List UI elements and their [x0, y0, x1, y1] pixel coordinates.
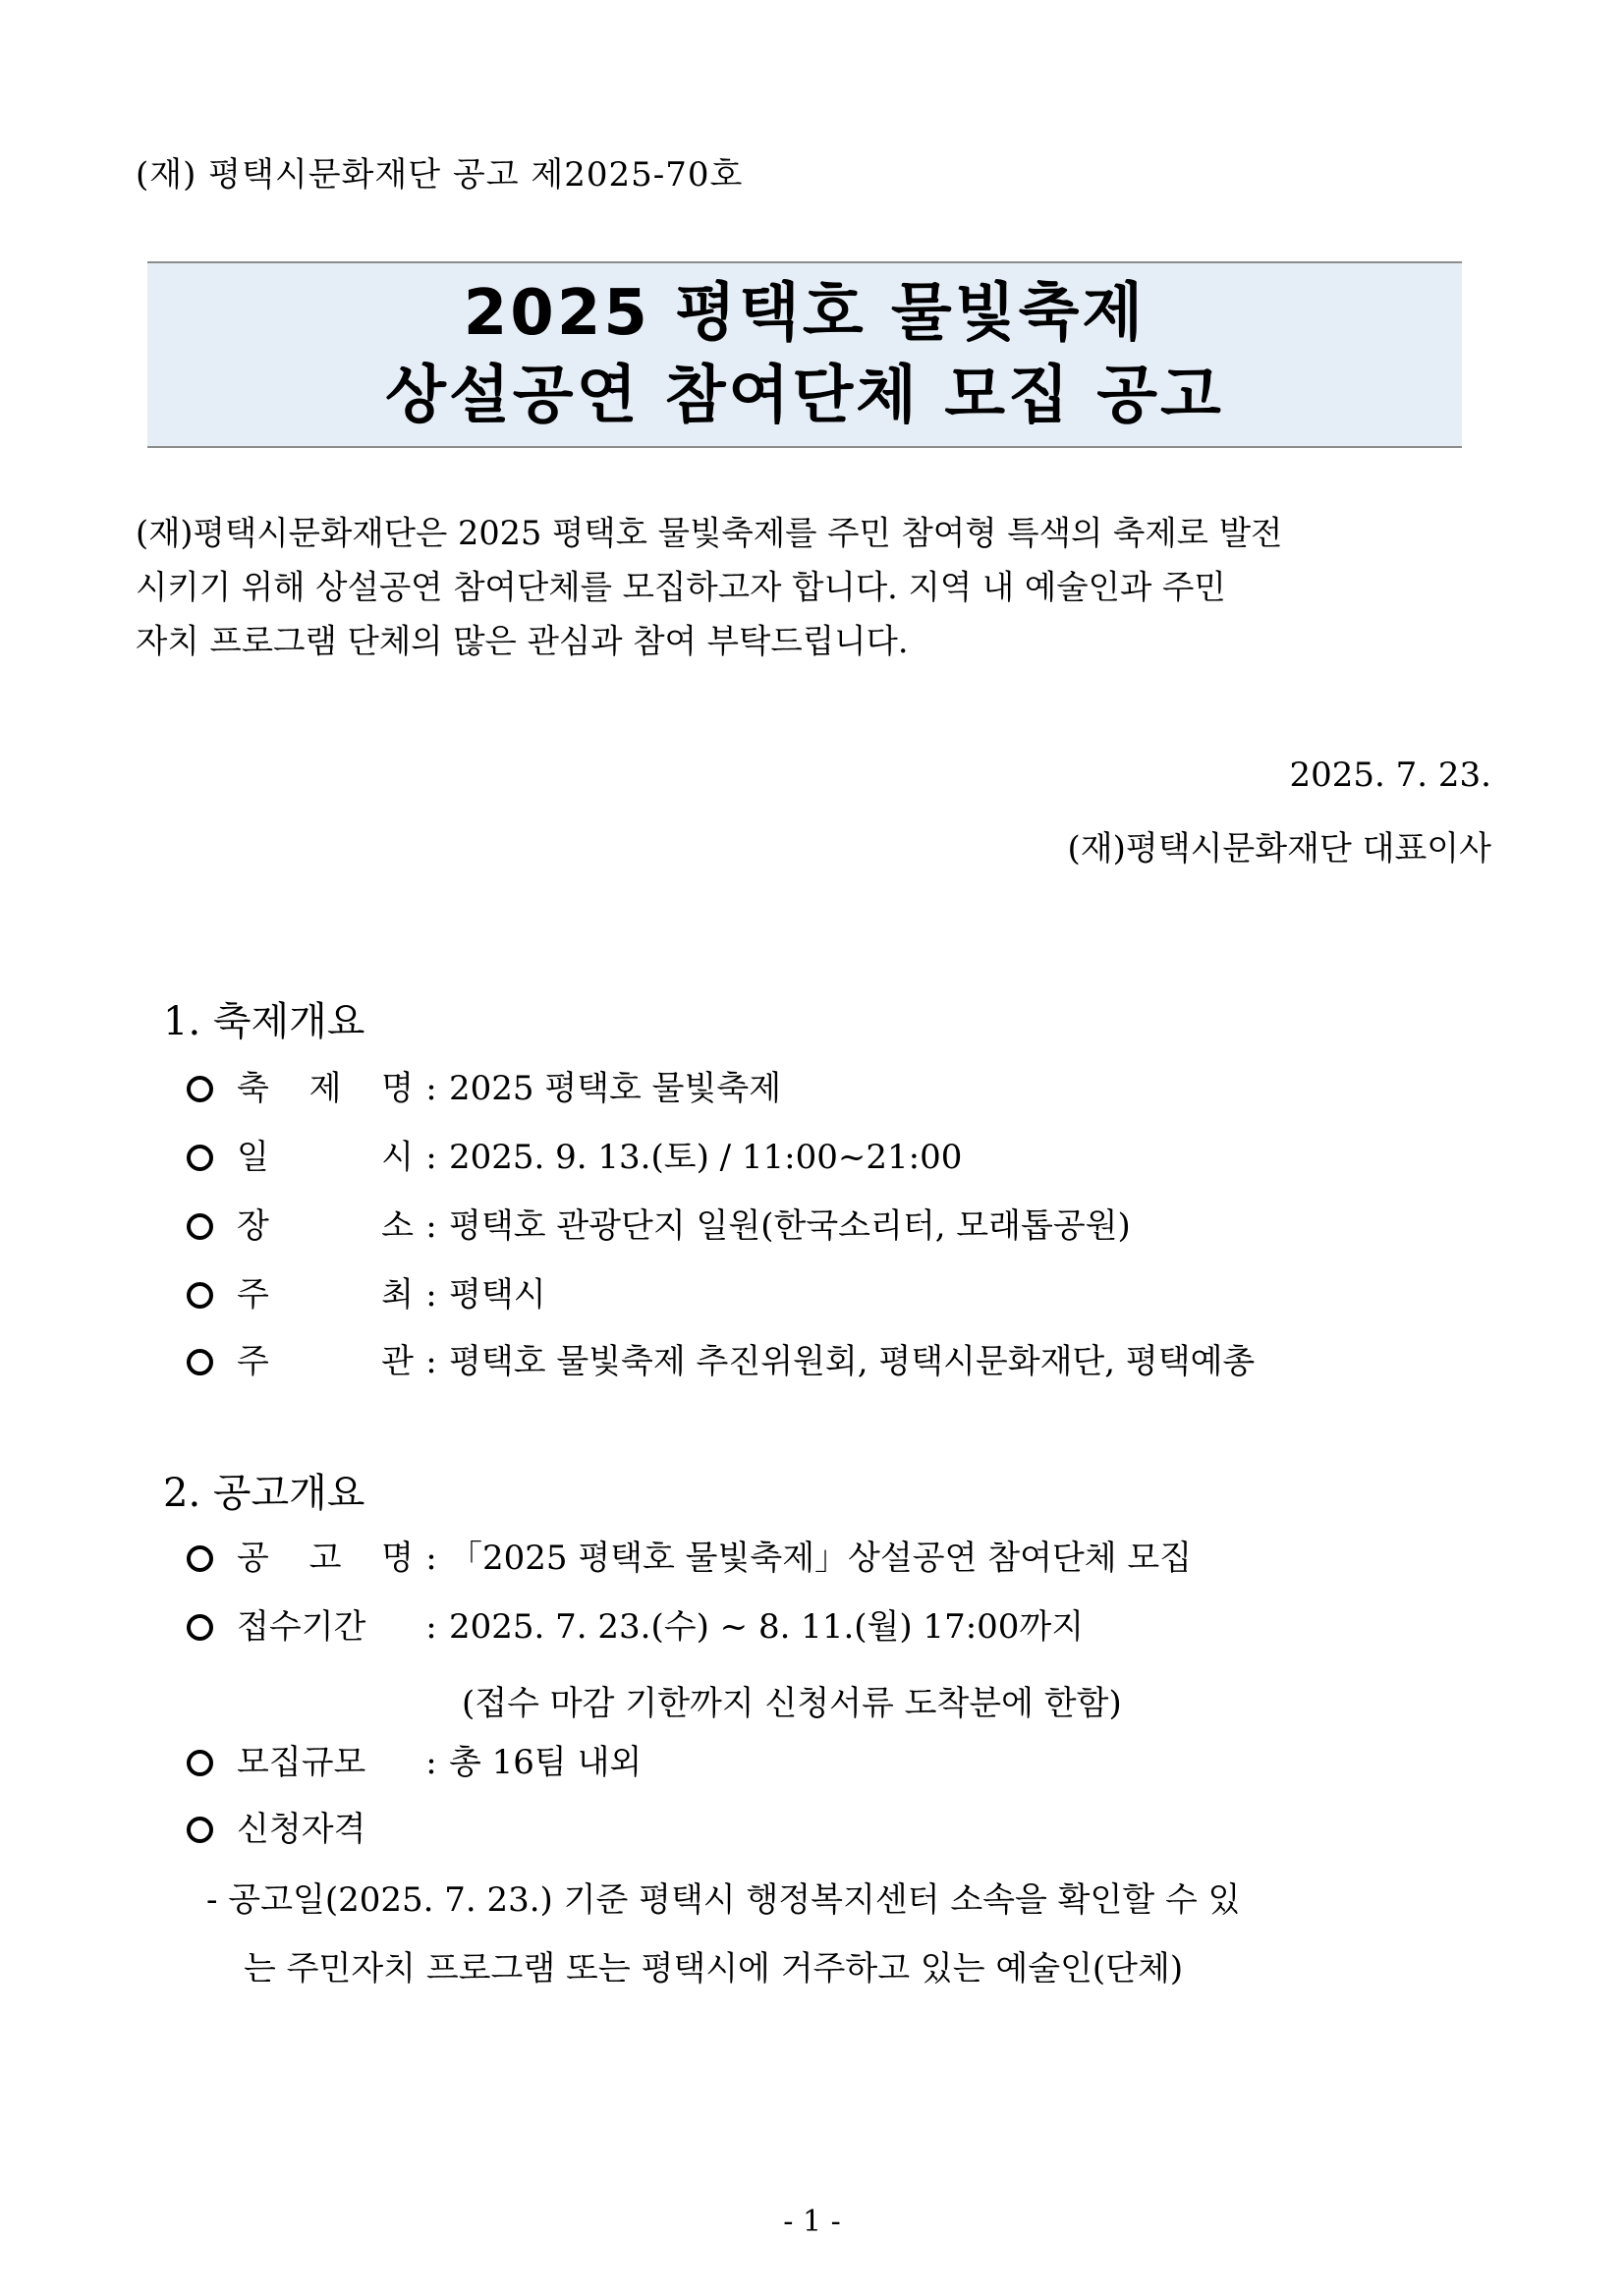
list-item-notice-name: [187, 1539, 1192, 1578]
list-item-festival-name: [187, 1069, 781, 1108]
item-label: 주 최: [237, 1275, 414, 1315]
item-value: 2025 평택호 물빛축제: [449, 1069, 782, 1108]
circle-bullet-icon: [187, 1614, 213, 1641]
circle-bullet-icon: [187, 1545, 213, 1572]
notice-number: (재) 평택시문화재단 공고 제2025-70호: [136, 155, 744, 195]
list-item-organizer: [187, 1342, 1255, 1381]
intro-line: 자치 프로그램 단체의 많은 관심과 참여 부탁드립니다.: [136, 622, 909, 660]
title-banner: [147, 261, 1462, 448]
item-value: 평택시: [449, 1275, 546, 1315]
intro-paragraph: [136, 506, 1491, 668]
item-colon: :: [425, 1138, 437, 1177]
list-item-datetime: [187, 1138, 962, 1177]
item-value: 평택호 물빛축제 추진위원회, 평택시문화재단, 평택예총: [449, 1342, 1256, 1381]
item-value: 2025. 7. 23.(수) ~ 8. 11.(월) 17:00까지: [449, 1607, 1085, 1647]
item-colon: :: [425, 1607, 437, 1647]
list-item-eligibility: [187, 1810, 365, 1849]
eligibility-text-line: 는 주민자치 프로그램 또는 평택시에 거주하고 있는 예술인(단체): [244, 1949, 1184, 1988]
item-label: 장 소: [237, 1206, 414, 1246]
issuer: (재)평택시문화재단 대표이사: [1067, 829, 1491, 868]
item-colon: :: [425, 1342, 437, 1381]
item-label: 주 관: [237, 1342, 414, 1381]
list-item-host: [187, 1275, 546, 1315]
circle-bullet-icon: [187, 1076, 213, 1102]
list-item-application-period: [187, 1607, 1084, 1647]
item-colon: :: [425, 1206, 437, 1246]
circle-bullet-icon: [187, 1817, 213, 1843]
item-colon: :: [425, 1743, 437, 1782]
notice-date: 2025. 7. 23.: [1289, 756, 1491, 795]
list-item-recruit-size: [187, 1743, 642, 1782]
section-1-heading: 1. 축제개요: [163, 999, 365, 1044]
item-label: 축 제 명: [237, 1069, 414, 1108]
circle-bullet-icon: [187, 1213, 213, 1240]
item-value: 평택호 관광단지 일원(한국소리터, 모래톱공원): [449, 1206, 1131, 1246]
item-value: 「2025 평택호 물빛축제」상설공연 참여단체 모집: [449, 1539, 1193, 1578]
item-colon: :: [425, 1069, 437, 1108]
page-number: - 1 -: [783, 2205, 841, 2239]
item-label: 신청자격: [237, 1810, 366, 1849]
section-2-heading: 2. 공고개요: [163, 1471, 365, 1516]
signature-block: [1068, 739, 1491, 886]
circle-bullet-icon: [187, 1145, 213, 1171]
title-line-2: 상설공연 참여단체 모집 공고: [385, 360, 1224, 432]
deadline-note: (접수 마감 기한까지 신청서류 도착분에 한함): [462, 1684, 1122, 1723]
item-colon: :: [425, 1539, 437, 1578]
circle-bullet-icon: [187, 1349, 213, 1375]
item-value: 2025. 9. 13.(토) / 11:00~21:00: [449, 1138, 963, 1177]
eligibility-text-line: - 공고일(2025. 7. 23.) 기준 평택시 행정복지센터 소속을 확인할 수 있: [206, 1880, 1241, 1920]
list-item-venue: [187, 1206, 1131, 1246]
intro-line: (재)평택시문화재단은 2025 평택호 물빛축제를 주민 참여형 특색의 축제로 발전: [136, 514, 1283, 552]
item-label: 모집규모: [237, 1743, 366, 1782]
intro-line: 시키기 위해 상설공연 참여단체를 모집하고자 합니다. 지역 내 예술인과 주민: [136, 568, 1226, 606]
item-label: 접수기간: [237, 1607, 366, 1647]
item-label: 공 고 명: [237, 1539, 414, 1578]
circle-bullet-icon: [187, 1750, 213, 1776]
title-line-1: 2025 평택호 물빛축제: [463, 277, 1147, 350]
circle-bullet-icon: [187, 1282, 213, 1309]
item-colon: :: [425, 1275, 437, 1315]
item-value: 총 16팀 내외: [449, 1743, 643, 1782]
item-label: 일 시: [237, 1138, 414, 1177]
